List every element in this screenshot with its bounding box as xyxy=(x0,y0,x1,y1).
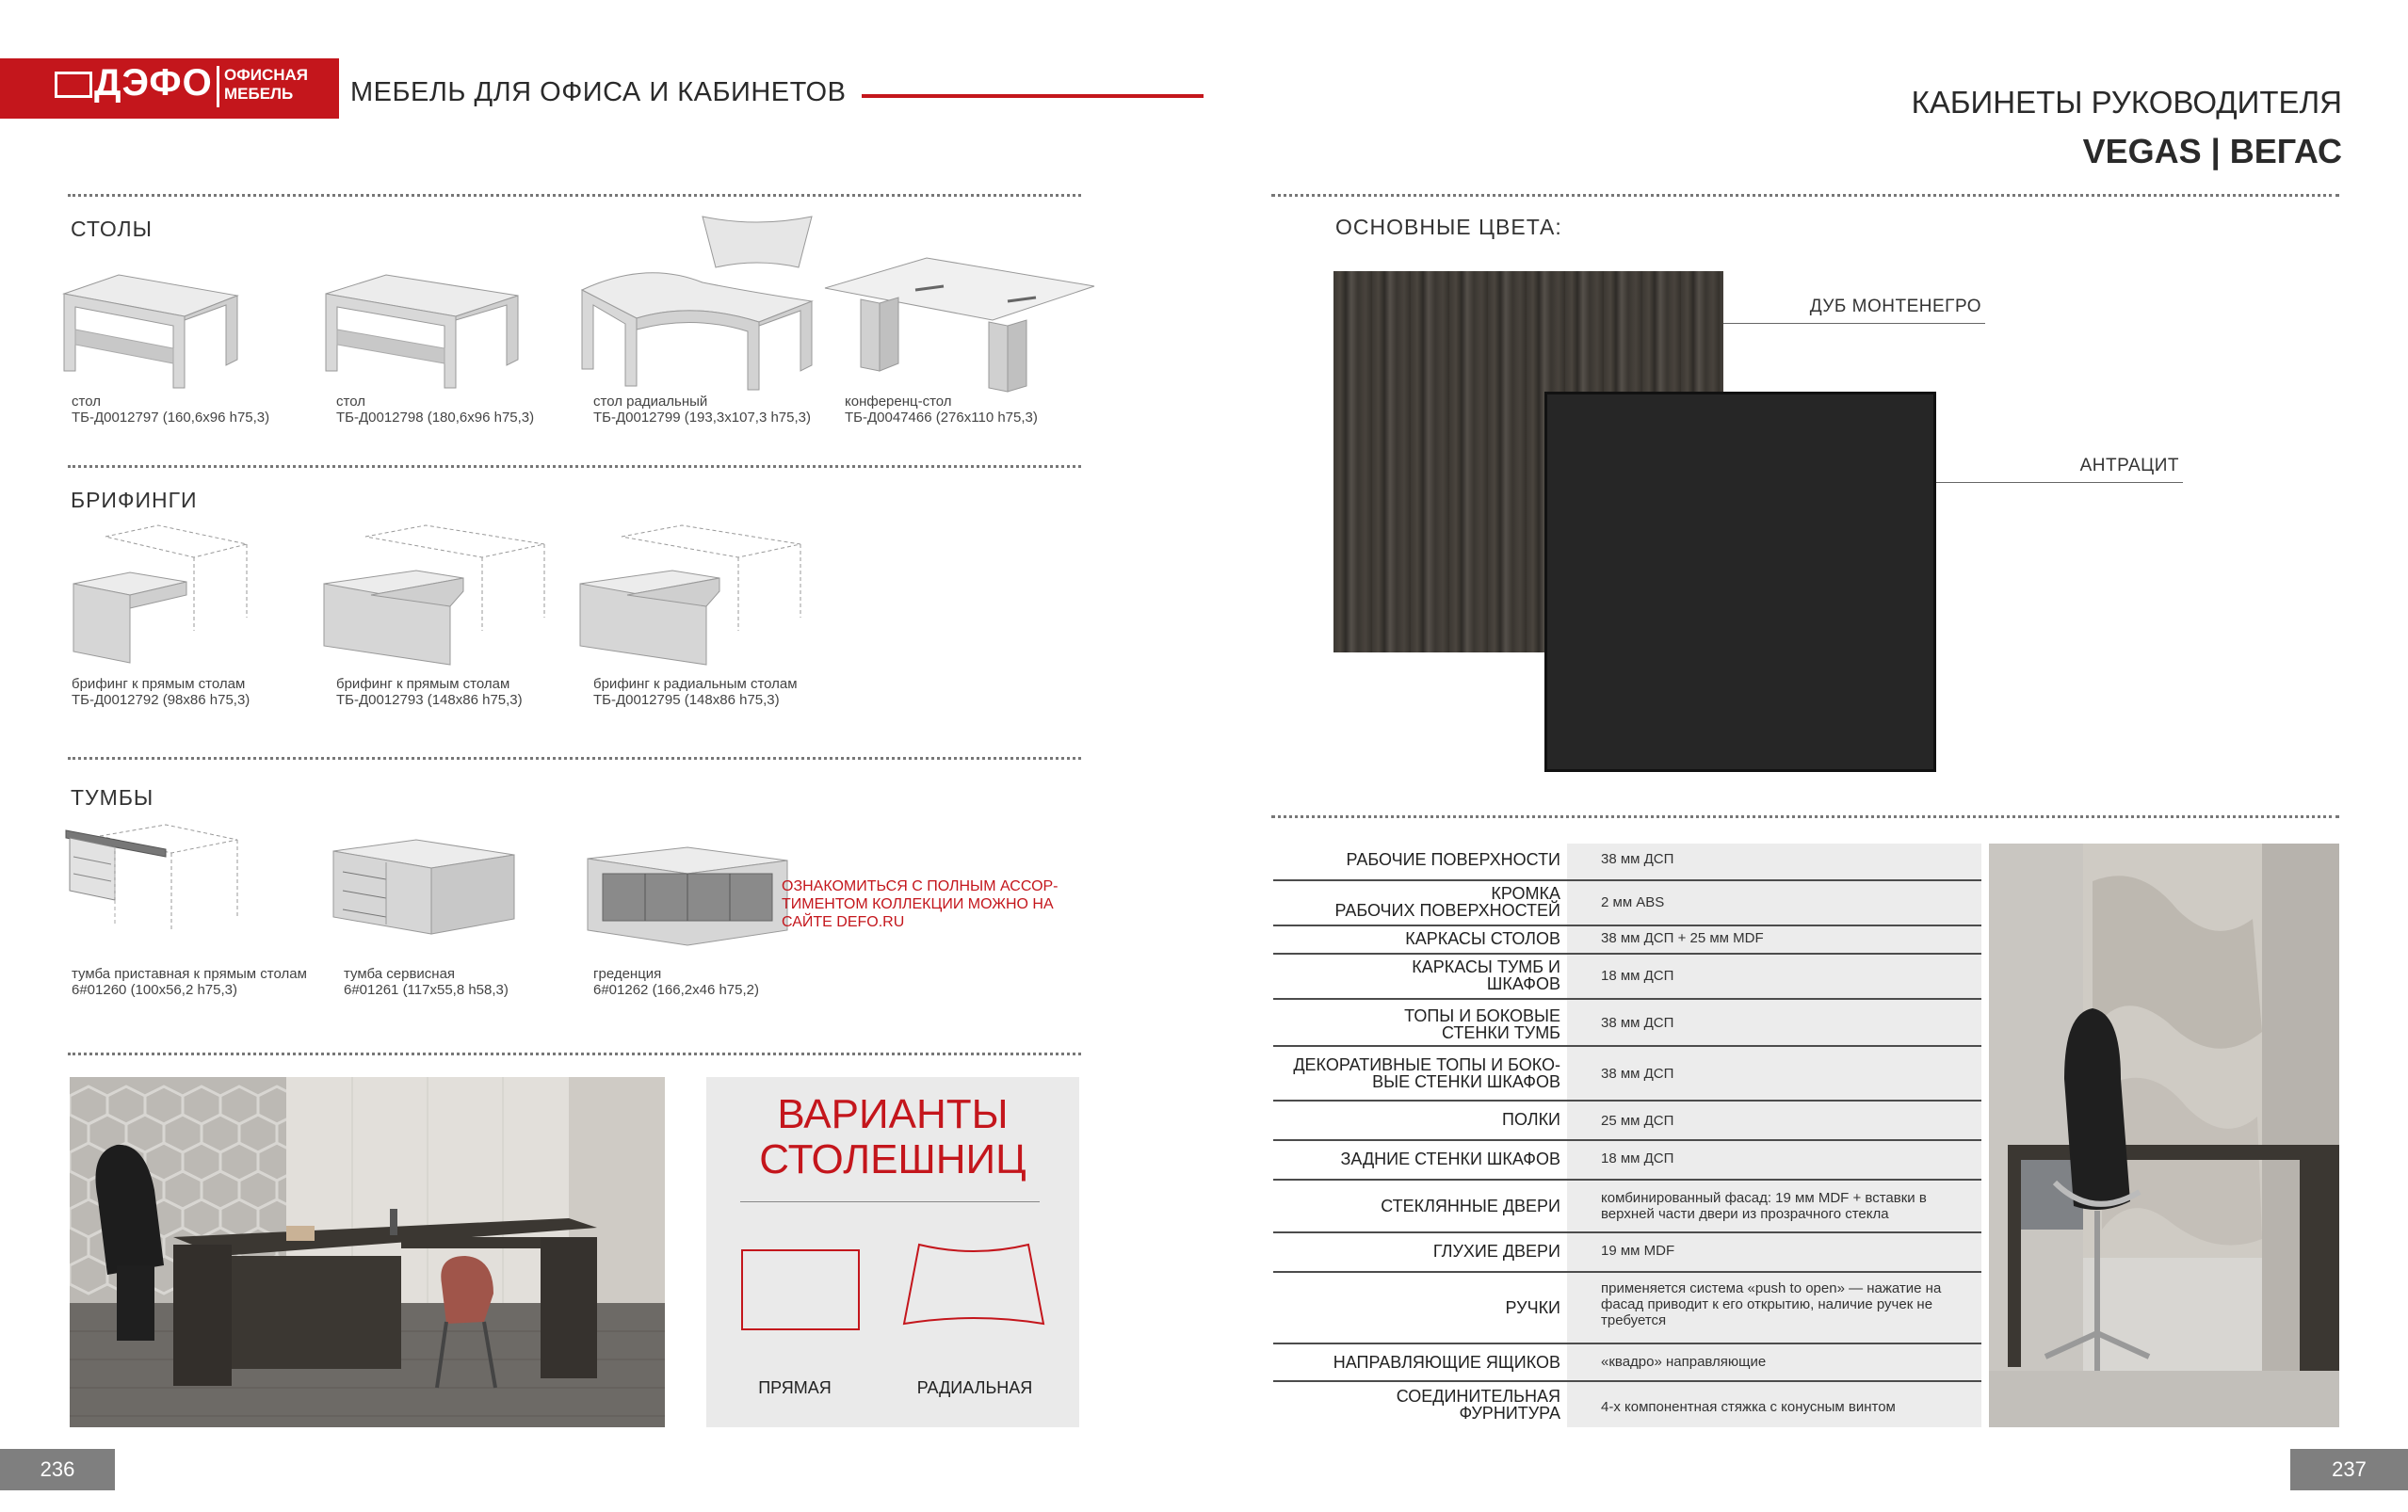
page-number-right: 237 xyxy=(2290,1449,2408,1490)
section-title: КАБИНЕТЫ РУКОВОДИТЕЛЯ xyxy=(1911,85,2342,120)
divider xyxy=(68,1053,1081,1055)
briefing-caption-1 xyxy=(72,676,250,708)
item-code: ТБ-Д0012795 (148х86 h75,3) xyxy=(593,692,780,708)
spec-row-divider xyxy=(1273,1139,1567,1141)
page-number-left: 236 xyxy=(0,1449,115,1490)
spec-value: 38 мм ДСП xyxy=(1601,1015,1674,1031)
spec-value: 19 мм MDF xyxy=(1601,1243,1675,1259)
item-name: тумба сервисная xyxy=(344,966,456,982)
section-briefings-title: БРИФИНГИ xyxy=(71,488,198,512)
section-pedestals-title: ТУМБЫ xyxy=(71,785,154,810)
item-name: брифинг к радиальным столам xyxy=(593,676,798,692)
spec-label: КАРКАСЫ ТУМБ И ШКАФОВ xyxy=(1273,958,1560,992)
pedestal-image xyxy=(62,823,241,964)
spec-value: 18 мм ДСП xyxy=(1601,1150,1674,1166)
color-name-1: ДУБ МОНТЕНЕГРО xyxy=(1809,297,1981,316)
item-code: ТБ-Д0012798 (180,6х96 h75,3) xyxy=(336,410,535,426)
title-underline xyxy=(740,1201,1040,1202)
divider xyxy=(68,465,1081,468)
brand-subtitle: ОФИСНАЯ МЕБЕЛЬ xyxy=(224,66,309,103)
pedestal-caption-2 xyxy=(344,966,509,998)
spec-row-divider xyxy=(1273,1179,1567,1181)
collection-title: VEGAS | ВЕГАС xyxy=(2082,132,2342,170)
briefing-image xyxy=(72,523,250,667)
item-name: стол xyxy=(336,394,365,410)
spec-label: КРОМКА РАБОЧИХ ПОВЕРХНОСТЕЙ xyxy=(1273,885,1560,919)
desk-caption-2 xyxy=(336,394,534,426)
radial-label: РАДИАЛЬНАЯ xyxy=(916,1378,1033,1397)
desk-image xyxy=(62,273,241,395)
office-interior-photo xyxy=(70,1077,665,1427)
straight-top-icon xyxy=(740,1248,863,1331)
spec-label: ГЛУХИЕ ДВЕРИ xyxy=(1273,1243,1560,1260)
spec-row-divider xyxy=(1273,998,1567,1000)
item-name: конференц-стол xyxy=(845,394,952,410)
brand-name: ДЭФО xyxy=(94,62,213,104)
spec-value: применяется система «push to open» — нажатие на фасад приводит к его открытию, наличие ручек не требуется xyxy=(1601,1280,1942,1328)
radial-top-image xyxy=(701,213,814,271)
spec-row-divider xyxy=(1273,879,1567,881)
spec-row-divider xyxy=(1273,1100,1567,1102)
item-code: 6#01260 (100х56,2 h75,3) xyxy=(72,982,237,998)
item-code: ТБ-Д0012797 (160,6х96 h75,3) xyxy=(72,410,270,426)
spec-label: СТЕКЛЯННЫЕ ДВЕРИ xyxy=(1273,1198,1560,1214)
briefing-caption-3 xyxy=(593,676,798,708)
briefing-image xyxy=(578,523,804,667)
pedestal-caption-1 xyxy=(72,966,307,998)
sofa-icon xyxy=(55,72,92,98)
spec-label: КАРКАСЫ СТОЛОВ xyxy=(1273,930,1560,947)
spec-label: НАПРАВЛЯЮЩИЕ ЯЩИКОВ xyxy=(1273,1354,1560,1371)
title-line: ВАРИАНТЫ xyxy=(777,1091,1009,1137)
item-code: ТБ-Д0012793 (148х86 h75,3) xyxy=(336,692,523,708)
spec-label: РУЧКИ xyxy=(1273,1299,1560,1316)
logo-divider xyxy=(217,66,219,107)
briefing-caption-2 xyxy=(336,676,523,708)
spec-value: комбинированный фасад: 19 мм MDF + вставки в верхней части двери из прозрачного стекла xyxy=(1601,1190,1927,1222)
spec-value: 4-х компонентная стяжка с конусным винтом xyxy=(1601,1399,1896,1415)
spec-value: 38 мм ДСП + 25 мм MDF xyxy=(1601,930,1764,946)
spec-row-divider xyxy=(1273,953,1567,955)
colors-title: ОСНОВНЫЕ ЦВЕТА: xyxy=(1335,215,1562,239)
conference-table-image xyxy=(823,254,1096,395)
spec-value: 2 мм ABS xyxy=(1601,894,1665,910)
item-code: 6#01261 (117х55,8 h58,3) xyxy=(344,982,509,998)
divider xyxy=(1271,194,2339,197)
credenza-image xyxy=(584,845,791,958)
title-line: СТОЛЕШНИЦ xyxy=(759,1136,1026,1182)
radial-top-icon xyxy=(902,1243,1045,1329)
spec-row-divider xyxy=(1273,1343,1567,1344)
item-name: тумба приставная к прямым столам xyxy=(72,966,307,982)
item-code: ТБ-Д0012799 (193,3х107,3 h75,3) xyxy=(593,410,811,426)
collection-link-text[interactable]: ОЗНАКОМИТЬСЯ С ПОЛНЫМ АССОР- ТИМЕНТОМ КОЛЛЕКЦИИ МОЖНО НА САЙТЕ DEFO.RU xyxy=(782,878,1059,930)
radial-desk-image xyxy=(580,264,816,395)
spec-label: ТОПЫ И БОКОВЫЕ СТЕНКИ ТУМБ xyxy=(1273,1007,1560,1041)
spec-label: ДЕКОРАТИВНЫЕ ТОПЫ И БОКО- ВЫЕ СТЕНКИ ШКАФОВ xyxy=(1273,1056,1560,1090)
tabletop-variants-title xyxy=(706,1092,1079,1182)
spec-value: «квадро» направляющие xyxy=(1601,1354,1767,1370)
color-name-2: АНТРАЦИТ xyxy=(2079,456,2179,475)
spec-label: СОЕДИНИТЕЛЬНАЯ ФУРНИТУРА xyxy=(1273,1388,1560,1422)
item-code: ТБ-Д0012792 (98х86 h75,3) xyxy=(72,692,250,708)
desk-caption-3 xyxy=(593,394,811,426)
divider xyxy=(1271,815,2339,818)
spec-row-divider xyxy=(1273,1045,1567,1047)
executive-office-photo xyxy=(1989,844,2339,1427)
item-name: брифинг к прямым столам xyxy=(72,676,246,692)
spec-row-divider xyxy=(1273,925,1567,926)
spec-value: 25 мм ДСП xyxy=(1601,1113,1674,1129)
spec-row-divider xyxy=(1273,1380,1567,1382)
spec-value: 38 мм ДСП xyxy=(1601,851,1674,867)
header-accent-line xyxy=(862,94,1204,98)
desk-caption-4 xyxy=(845,394,1038,426)
label-pointer xyxy=(1936,482,2183,483)
spec-label: РАБОЧИЕ ПОВЕРХНОСТИ xyxy=(1273,851,1560,868)
item-code: 6#01262 (166,2х46 h75,2) xyxy=(593,982,759,998)
item-name: стол радиальный xyxy=(593,394,708,410)
label-pointer xyxy=(1723,323,1985,324)
spec-label: ЗАДНИЕ СТЕНКИ ШКАФОВ xyxy=(1273,1150,1560,1167)
spec-label: ПОЛКИ xyxy=(1273,1111,1560,1128)
divider xyxy=(68,194,1081,197)
service-pedestal-image xyxy=(330,838,518,941)
spec-row-divider xyxy=(1273,1231,1567,1233)
item-name: стол xyxy=(72,394,101,410)
section-desks-title: СТОЛЫ xyxy=(71,217,153,241)
swatch-anthracite xyxy=(1544,392,1936,772)
spec-value: 38 мм ДСП xyxy=(1601,1066,1674,1082)
catalog-title: МЕБЕЛЬ ДЛЯ ОФИСА И КАБИНЕТОВ xyxy=(350,77,847,107)
spec-value: 18 мм ДСП xyxy=(1601,968,1674,984)
desk-caption-1 xyxy=(72,394,269,426)
briefing-image xyxy=(322,523,548,667)
divider xyxy=(68,757,1081,760)
pedestal-caption-3 xyxy=(593,966,759,998)
item-name: греденция xyxy=(593,966,662,982)
item-code: ТБ-Д0047466 (276х110 h75,3) xyxy=(845,410,1038,426)
desk-image xyxy=(324,273,522,395)
straight-label: ПРЯМАЯ xyxy=(758,1378,832,1397)
spec-row-divider xyxy=(1273,1271,1567,1273)
item-name: брифинг к прямым столам xyxy=(336,676,510,692)
